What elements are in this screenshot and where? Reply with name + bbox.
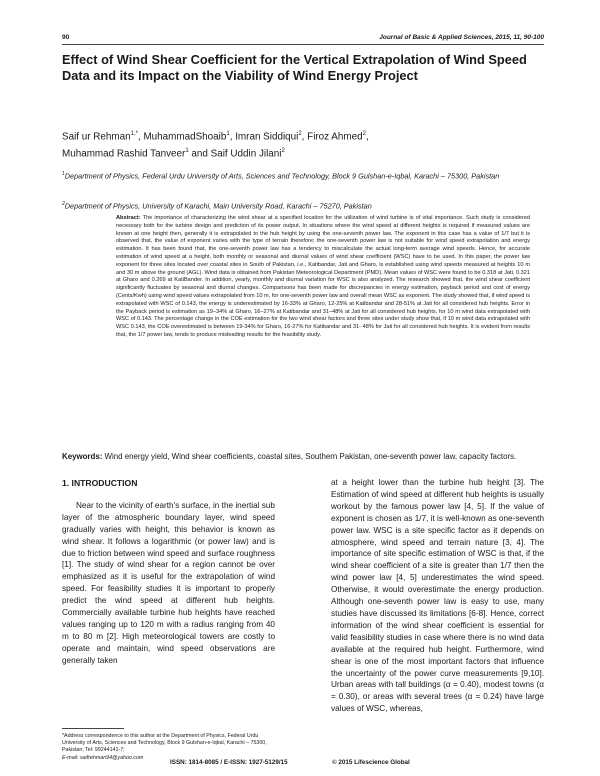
affiliation-text: Department of Physics, University of Karachi, Main University Road, Karachi – 75270, Pakistan [64,201,372,211]
keywords-label: Keywords: [62,452,103,461]
author-name: MuhammadShoaib [143,131,227,143]
left-column [62,478,275,667]
footnote-divider [62,728,124,729]
author-list: Saif ur Rehman$^{1,*}$, MuhammadShoaib$^1$, Imran Siddiqui$^2$, Firoz Ahmed$^2$, Muhammad Rashid Tanveer$^1$ and Saif Uddin Jilani$^2$ [62,131,369,160]
footer-copyright: © 2015 Lifescience Global [332,759,410,766]
author-affil-mark: 1 [185,148,189,155]
page-number: 90 [62,34,70,41]
section-heading-introduction: 1. INTRODUCTION [62,478,138,488]
affiliation-mark: 1 [62,171,65,177]
footnote-address: *Address correspondence to this author at the Department of Physics, Federal Urdu University of Arts, Sciences and Technology, Block 9 Gulshan-e-Iqbal, Karachi – 75300, Pakistan; Tel: 99244141-7; [62,733,267,754]
abstract-text: The importance of characterizing the wind shear at a specified location for the utilization of wind turbine is of vital importance. Such study is considered necessary both for the turbine design and prediction of its power output. In situations where the wind speed at different heights is required if measured values are known at one height then, generally it is extrapolated to the hub height by using the one-seventh power law. The exponent in this case has a value of 1/7 but it is observed that, the value of exponent varies with the type of terrain therefore; the one-seventh power law is not suitable for wind speed extrapolation and energy estimation. It has been found that, the one-seventh power law has a tendency to miscalculate the actual long-term average wind speeds. Hence, for accurate estimation of wind speed at a height, both monthly or seasonal and diurnal values of wind shear coefficient (WSC) have to be used. In this paper, the power law exponent for three sites located over coastal sites in South of Pakistan, i.e., Katibandar, Jati and Gharo, is established using wind speeds measured at heights 10 m and 30 m above the ground (AGL). Wind data is obtained from Pakistan Meteorological Department (PMD). Mean values of WSC were found to be 0.318 at Jati, 0.321 at Gharo and 0.269 at KatiBander. In addition, yearly, monthly and diurnal variation for WSC is also analyzed. The research showed that, the wind shear coefficient significantly fluctuates by seasonal and diurnal changes. Comparisons has been made for discrepancies in energy estimation, payback period and cost of energy (Cents/Kwh) using wind speed values extrapolated from 10 m, for one-seventh power law and overall mean WSC as exponent. The study showed that, if wind speed is extrapolated with WSC of 0.143, the energy is underestimated by 16-33% at Gharo, 12-25% at Katibandar and 28-51% at Jati for all considered hub heights. Error in the Payback period is estimation as 19–34% at Gharo, 16–27% at Katibandar and 31–48% at Jati for all considered hub heights, for 10 m wind data extrapolated with WSC of 0.143. The percentage change in the COE estimation for the two wind shear factors and three sites under study show that, if 10 m wind data extrapolated with WSC 0.143, the COE overestimated is between 19-34% for Gharo, 16-27% for Katibandar and 31- 48% for Jati for all considered hub heights. It is evident from results that, the 1/7 power law, tends to produce misleading results for the feasibility study. [116,215,530,338]
keywords [62,452,544,462]
keywords-text: Wind energy yield, Wind shear coefficients, coastal sites, Southern Pakistan, one-seventh power law, capacity factors. [104,452,517,461]
affiliation-mark: 2 [62,201,65,207]
affiliation-1 [62,169,544,181]
header-divider [62,44,544,45]
author-affil-mark: 1 [226,131,230,137]
author-name: Firoz Ahmed [307,131,363,143]
abstract [116,215,530,340]
author-affil-mark: 1,* [130,131,138,137]
article-title: Effect of Wind Shear Coefficient for the Vertical Extrapolation of Wind Speed Data and its Impact on the Viability of Wind Energy Project [62,52,527,83]
affiliation-2 [62,199,544,211]
footer-issn: ISSN: 1814-8085 / E-ISSN: 1927-5129/15 [170,759,288,766]
footnote-email: E-mail: saifrehman94@yahoo.com [62,754,144,761]
author-affil-mark: 2 [298,131,302,137]
correspondence-footnote [62,733,275,762]
right-column [331,477,544,715]
intro-paragraph-left: Near to the vicinity of earth's surface, in the inertial sub layer of the atmospheric boundary layer, wind speed gradually varies with height, this behavior is known as wind shear. It follows a logarithmic (or power law) and is due to friction between wind speed and surface roughness [1]. The study of wind shear for a region cannot be over emphasized as it is useful for the extrapolation of wind speed. For feasibility studies it is important to properly predict the wind speed at different hub heights. Commercially available turbine hub heights have reached values ranging up to 120 m with a radius ranging from 40 m to 80 m [2]. High meteorological towers are costly to operate and maintain, wind speed observations are generally taken [62,500,275,665]
author-affil-mark: 2 [281,148,285,155]
affiliation-text: Department of Physics, Federal Urdu University of Arts, Sciences and Technology, Block 9 Gulshan-e-Iqbal, Karachi – 75300, Pakistan [64,171,500,181]
author-name: Saif ur Rehman [62,131,131,143]
author-name: Imran Siddiqui [235,131,299,143]
abstract-label: Abstract: [116,215,141,221]
journal-citation: Journal of Basic & Applied Sciences, 2015, 11, 90-100 [379,34,544,41]
intro-paragraph-right: at a height lower than the turbine hub height [3]. The Estimation of wind speed at different hub heights is usually workout by the famous power law [4, 5]. If the value of exponent is chosen as 1/7, it is well-known as one-seventh power law. WSC is a site specific factor as it depends on atmosphere, wind speed and terrain nature [3, 4]. The importance of site specific estimation of WSC is that, if the wind shear coefficient of a site is greater than 1/7 then the wind power law [4, 5] underestimates the wind speed. Otherwise, it would overestimate the energy production. Although one-seventh power law is easy to use, many studies have discussed its limitations [6-8]. Hence, correct information of the wind shear coefficient is essential for valid feasibility studies in case where there is no wind data available at the required hub height. Furthermore, wind shear is one of the most important factors that influence the uncertainty of the power curve measurements [9,10]. Urban areas with tall buildings (α = 0.40), modest towns (α = 0.30), or areas with several trees (α = 0.24) have large values of WSC, whereas, [331,478,544,714]
author-affil-mark: 2 [362,131,366,137]
author-name: Muhammad Rashid Tanveer [62,148,186,160]
author-name: Saif Uddin Jilani [210,148,282,160]
